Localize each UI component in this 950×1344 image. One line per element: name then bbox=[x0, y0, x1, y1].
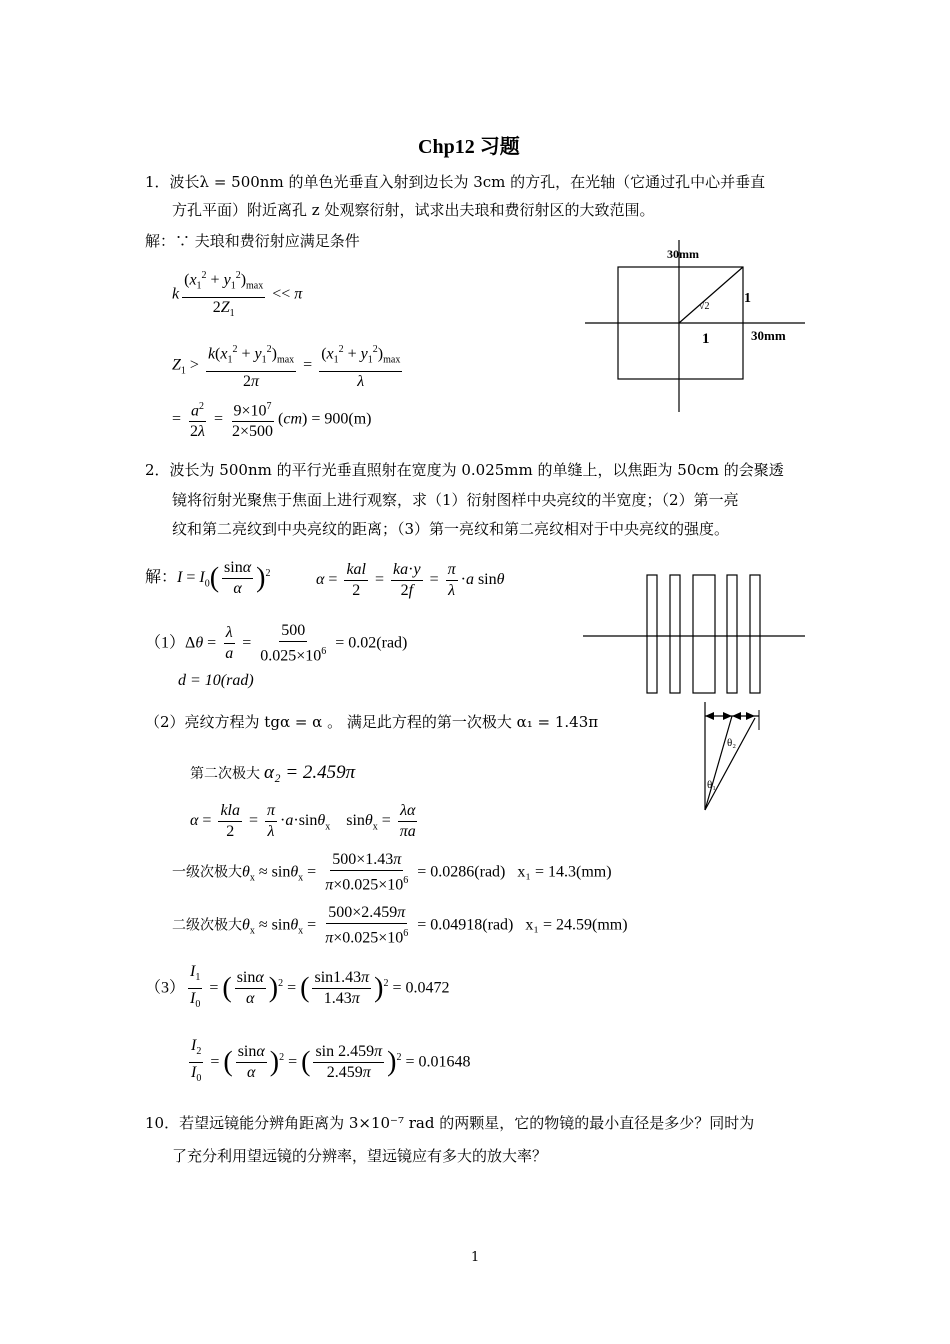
z1-result-value: 900(m) bbox=[324, 410, 372, 428]
i2-ratio-result: 0.01648 bbox=[418, 1053, 471, 1071]
diagonal-line bbox=[679, 267, 743, 323]
problem-1-line-2: 方孔平面）附近离孔 z 处观察衍射，试求出夫琅和费衍射区的大致范围。 bbox=[172, 201, 655, 219]
ray-second-order bbox=[705, 718, 755, 810]
formula-part3-i2-ratio: $\frac{I_2}{I_0}$ = ( $\frac{\sin\alpha}{\alpha}$ )$^2$ = ( $\frac{\sin 2.459\pi}{2.459\pi}$ )$^2$ = 0.01648 bbox=[191, 1037, 471, 1085]
formula-intensity: 解：$I = I_0$( $\frac{\sin\alpha}{\alpha}$ )$^2$ bbox=[145, 559, 271, 597]
i1-ratio-result: 0.0472 bbox=[405, 979, 450, 997]
label-bottom-1: 1 bbox=[702, 331, 710, 347]
formula-fraunhofer-condition: k $\frac{(x_1^2 + y_1^2)_{max}}{2Z_1}$ << π bbox=[172, 266, 302, 324]
alpha2-value: α₂ = 2.459π bbox=[264, 762, 356, 783]
first-order-value: 0.0286(rad) bbox=[430, 863, 506, 881]
formula-z1-condition: $Z_1$ > $\frac{k(x_1^2 + y_1^2)_{max}}{2\pi}$ = $\frac{(x_1^2 + y_1^2)_{max}}{\lambda}$ bbox=[172, 340, 405, 392]
formula-second-maximum bbox=[190, 762, 355, 784]
formula-first-order-maximum: 一级次极大$\theta_x \approx \sin\theta_x$ = $\frac{500\times 1.43\pi}{\pi\times 0.025\times 10^6}$ = 0.0286(rad) x₁ = 14.3(mm) bbox=[172, 851, 612, 894]
label-side-1: 1 bbox=[744, 291, 751, 306]
label-right-30mm: 30mm bbox=[751, 328, 786, 343]
fringe-bar-5 bbox=[750, 575, 760, 693]
problem-2-solution-label: 解： bbox=[145, 569, 178, 587]
square-aperture-figure bbox=[585, 240, 805, 415]
page-title: Chp12 习题 bbox=[418, 136, 520, 158]
arrow-right bbox=[746, 712, 755, 720]
part-2-bright-fringe-equation: （2）亮纹方程为 tgα = α 。 满足此方程的第一次极大 α₁ = 1.43π bbox=[145, 713, 599, 731]
part-1-label: （1） bbox=[145, 634, 186, 652]
problem-2-line-2: 镜将衍射光聚焦于焦面上进行观察，求（1）衍射图样中央亮纹的半宽度；（2）第一亮 bbox=[172, 491, 739, 509]
formula-part1-delta-theta: （1）Δθ = $\frac{\lambda}{a}$ = $\frac{500}{0.025\times 10^6}$ = 0.02(rad) bbox=[145, 622, 408, 665]
diffraction-fringes-figure bbox=[583, 570, 808, 815]
first-order-x1: x₁ = 14.3(mm) bbox=[517, 863, 612, 881]
problem-10-line-1: 10．若望远镜能分辨角距离为 3×10⁻⁷ rad 的两颗星，它的物镜的最小直径是多少？同时为 bbox=[145, 1114, 755, 1132]
formula-alpha-sin-theta: α = $\frac{\text{kla}}{2}$ = $\frac{\pi}{\lambda}$ ·a·sinθ$_x$ sinθ$_x$ = $\frac{\lambda\alpha}{\pi a}$ bbox=[190, 802, 416, 840]
fringe-bar-1 bbox=[647, 575, 657, 693]
first-order-label: 一级次极大 bbox=[172, 864, 242, 881]
problem-2-line-3: 纹和第二亮纹到中央亮纹的距离；（3）第一亮纹和第二亮纹相对于中央亮纹的强度。 bbox=[172, 520, 730, 538]
fringe-bar-2 bbox=[670, 575, 680, 693]
formula-second-order-maximum: 二级次极大$\theta_x \approx \sin\theta_x$ = $\frac{500\times 2.459\pi}{\pi\times 0.025\times 10^6}$ = 0.04918(rad) x₁ = 24.59(mm) bbox=[172, 904, 628, 947]
arrow-mid-right bbox=[732, 712, 741, 720]
page-number: 1 bbox=[471, 1250, 480, 1265]
theta-2-label: θ₂ bbox=[727, 737, 737, 749]
formula-z1-result: = $\frac{a^2}{2\lambda}$ = $\frac{9\times 10^7}{2\times 500}$ (cm) = 900(m) bbox=[172, 397, 371, 442]
problem-1-line-1: 1．波长λ = 500nm 的单色光垂直入射到边长为 3cm 的方孔，在光轴（它通过孔中心并垂直 bbox=[145, 173, 766, 191]
problem-2-line-1: 2．波长为 500nm 的平行光垂直照射在宽度为 0.025mm 的单缝上，以焦距为 50cm 的会聚透 bbox=[145, 461, 784, 479]
fringe-bar-4 bbox=[727, 575, 737, 693]
ray-first-order bbox=[705, 716, 732, 810]
theta-1-label: θ₁ bbox=[707, 779, 717, 791]
arrow-left bbox=[705, 712, 714, 720]
fringe-bar-central bbox=[693, 575, 715, 693]
formula-alpha-definition: α = $\frac{\text{kal}}{2}$ = $\frac{ka\cdot y}{2f}$ = $\frac{\pi}{\lambda}$ ·a sinθ bbox=[316, 561, 505, 599]
formula-part3-i1-ratio: （3） $\frac{I_1}{I_0}$ = ( $\frac{\sin\alpha}{\alpha}$ )$^2$ = ( $\frac{\sin 1.43\pi}{1.43\pi}$ )$^2$ = 0.0472 bbox=[145, 963, 450, 1011]
part-1-result: 0.02(rad) bbox=[348, 634, 408, 652]
label-top-30mm: 30mm bbox=[667, 247, 699, 261]
problem-1-solution-label: 解：∵ 夫琅和费衍射应满足条件 bbox=[145, 232, 360, 250]
problem-10-line-2: 了充分利用望远镜的分辨率，望远镜应有多大的放大率？ bbox=[172, 1147, 548, 1165]
second-order-value: 0.04918(rad) bbox=[430, 916, 514, 934]
label-sqrt2: √2 bbox=[699, 301, 710, 312]
formula-d-result: d = 10(rad) bbox=[178, 672, 254, 689]
second-order-x1: x₁ = 24.59(mm) bbox=[525, 916, 628, 934]
second-max-label: 第二次极大 bbox=[190, 766, 260, 782]
second-order-label: 二级次极大 bbox=[172, 917, 242, 934]
part-3-label: （3） bbox=[145, 979, 186, 997]
